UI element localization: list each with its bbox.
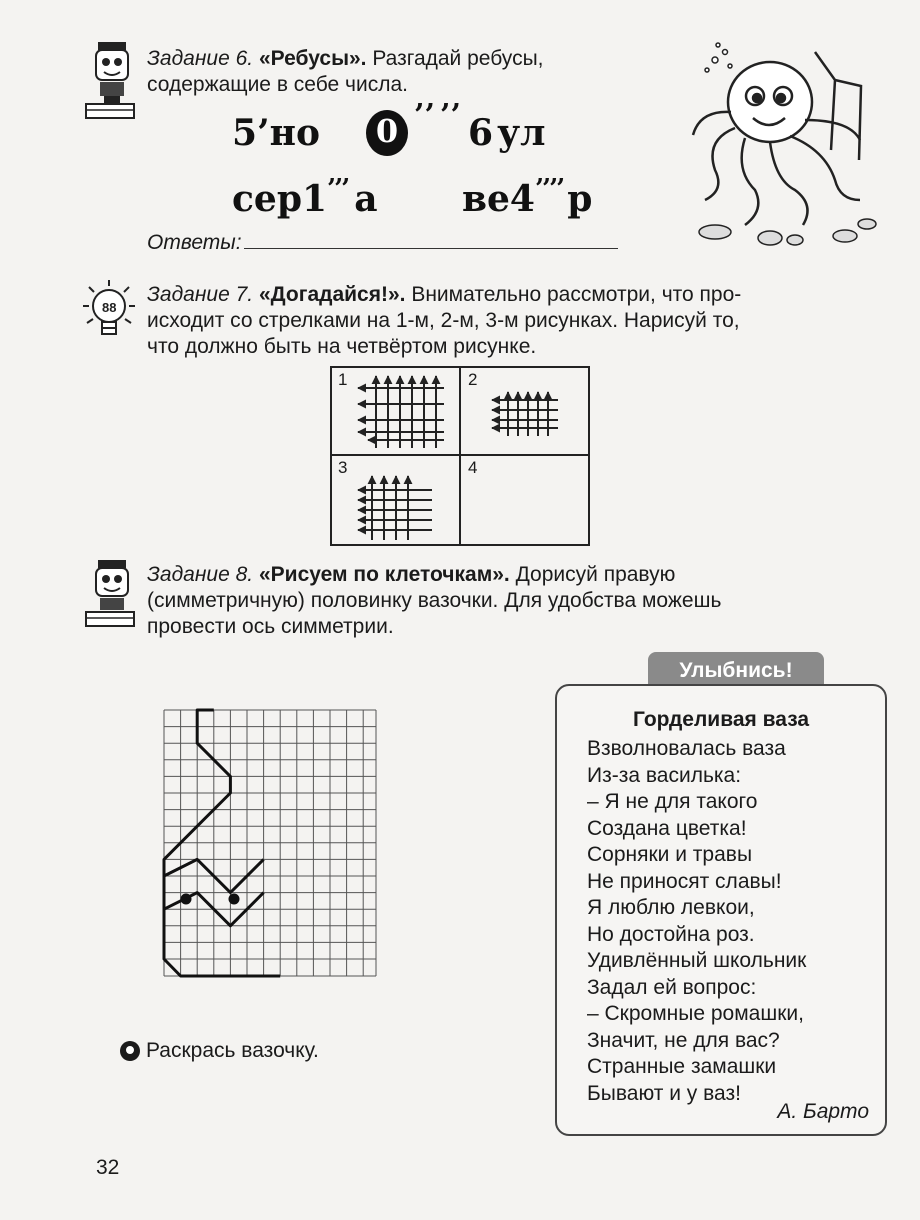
- task7-heading: [147, 282, 887, 308]
- rebus-2-marks: ’’: [414, 98, 435, 133]
- answers-line[interactable]: [244, 248, 618, 249]
- poem-line: Задал ей вопрос:: [587, 975, 757, 999]
- poem-line: Удивлённый школьник: [587, 949, 807, 972]
- task8-text3: провести ось симметрии.: [147, 615, 394, 638]
- poem-line: – Скромные ромашки,: [587, 1002, 804, 1025]
- task8-text2: (симметричную) половинку вазочки. Для удобства можешь: [147, 589, 722, 612]
- poem-line: Но достойна роз.: [587, 922, 755, 946]
- task7-text3: что должно быть на четвёртом рисунке.: [147, 335, 537, 358]
- arrows-puzzle: [330, 366, 590, 546]
- rebus-3-letters: ул: [497, 112, 546, 154]
- color-vase-instruction: Раскрась вазочку.: [146, 1039, 319, 1062]
- svg-text:88: 88: [102, 300, 117, 315]
- rebus-1-letters: ’но: [257, 112, 320, 154]
- task8-text1: Дорисуй правую: [515, 563, 676, 586]
- poem-box: [555, 684, 887, 1136]
- poem-line: Взволновалась ваза: [587, 737, 786, 760]
- task6-text2: содержащие в себе числа.: [147, 73, 408, 96]
- task7-title: «Догадайся!».: [258, 283, 406, 306]
- task8-title: «Рисуем по клеточкам».: [258, 563, 510, 586]
- task7-label: Задание 7.: [147, 283, 254, 306]
- poem-line: Странные замашки: [587, 1055, 777, 1078]
- page-number: 32: [96, 1156, 120, 1179]
- task6-label: Задание 6.: [147, 47, 254, 70]
- poem-line: Создана цветка!: [587, 816, 747, 840]
- lightbulb-icon: [74, 278, 144, 348]
- cell-number-1: 1: [338, 370, 348, 389]
- smile-badge: Улыбнись!: [648, 652, 824, 692]
- vase-dot-left: [181, 894, 192, 905]
- poem-line: – Я не для такого: [587, 790, 758, 813]
- character-icon-2: [80, 558, 142, 630]
- vase-dot-right: [229, 894, 240, 905]
- answers-label-text: Ответы:: [147, 231, 242, 254]
- rebus-5: [462, 174, 592, 220]
- cell-number-3: 3: [338, 458, 348, 477]
- rebus-1: [232, 112, 320, 154]
- octopus-illustration: [685, 40, 890, 250]
- poem-line: Сорняки и травы: [587, 843, 753, 866]
- rebus-2-digit: 0: [375, 112, 399, 150]
- poem-line: Из-за василька:: [587, 763, 742, 787]
- task6-heading: [147, 46, 667, 72]
- poem-line: Я люблю левкои,: [587, 896, 755, 919]
- poem-line: Не приносят славы!: [587, 869, 782, 893]
- poem-author: А. Барто: [777, 1100, 869, 1123]
- answers-label: [147, 230, 242, 256]
- task7-text1: Внимательно рассмотри, что про-: [411, 283, 742, 306]
- poem-lines: [587, 736, 806, 1107]
- arrows-drawings: [332, 368, 588, 544]
- rebus-4-marks: ’’’: [327, 174, 349, 204]
- rebus-5-word: ве4: [462, 178, 535, 220]
- task6-text1: Разгадай ребусы,: [372, 47, 544, 70]
- character-icon: [80, 40, 142, 122]
- vase-grid[interactable]: [160, 708, 380, 980]
- task8-label: Задание 8.: [147, 563, 254, 586]
- rebus-1-number: 5: [232, 112, 258, 154]
- cell-number-4: 4: [468, 458, 478, 477]
- rebus-5-marks: ’’’’: [534, 174, 564, 204]
- rebus-2-inverted-zero: [366, 110, 408, 156]
- cell-number-2: 2: [468, 370, 478, 389]
- poem-line: Значит, не для вас?: [587, 1028, 780, 1052]
- rebus-5-letter: р: [567, 178, 593, 220]
- poem-line: Бывают и у ваз!: [587, 1081, 741, 1105]
- rebus-4-letter: а: [354, 178, 378, 220]
- task6-title: «Ребусы».: [258, 47, 367, 70]
- rebus-3: [468, 112, 546, 154]
- rebus-4-word: сер1: [232, 178, 328, 220]
- rebus-4: [232, 174, 378, 220]
- rebus-3-number: 6: [468, 112, 494, 154]
- rebus-3-marks: ’’: [440, 98, 461, 133]
- task7-text2: исходит со стрелками на 1-м, 2-м, 3-м рисунках. Нарисуй то,: [147, 309, 740, 332]
- pencil-bullet-icon: [120, 1041, 140, 1061]
- poem-title: Горделивая ваза: [632, 708, 810, 731]
- task8-heading: [147, 562, 887, 588]
